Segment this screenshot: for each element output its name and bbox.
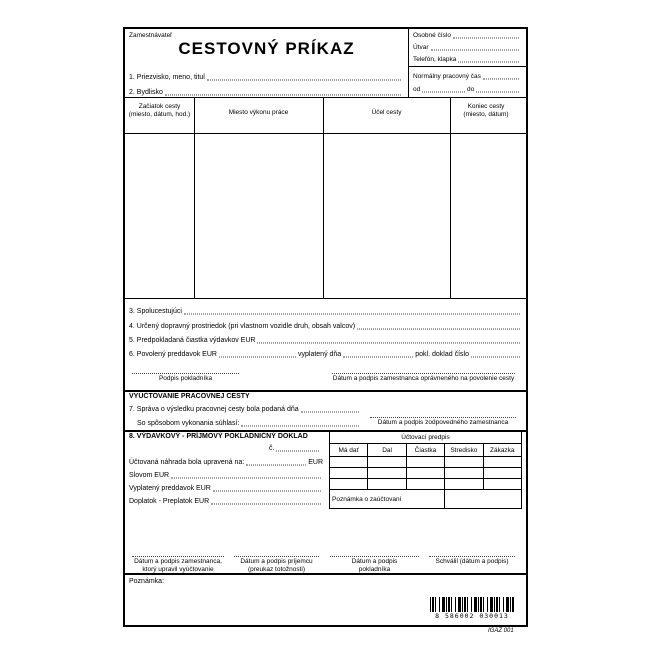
dotted-blank: [246, 465, 306, 466]
amount-words-label: Slovom EUR: [129, 472, 170, 479]
paid-advance-label: Vyplatený preddavok EUR: [129, 485, 211, 492]
personal-number-label: Osobné číslo: [413, 32, 451, 39]
receipt-number-label: pokl. doklad číslo: [415, 351, 469, 358]
empty-cell: [483, 468, 521, 479]
approver-signature-block: [429, 556, 515, 566]
to-label: do: [467, 86, 475, 93]
from-label: od: [413, 86, 421, 93]
work-time-range-field: [413, 86, 521, 94]
dotted-blank: [483, 78, 519, 79]
barcode-digits: 8 586002 030013: [426, 612, 518, 620]
name-label: 1. Priezvisko, meno, titul: [129, 74, 205, 81]
voucher-title: 8. VÝDAVKOVÝ - PRÍJMOVÝ POKLADNIČNÝ DOKLAD: [129, 433, 308, 440]
empty-cell: [368, 479, 406, 490]
balance-field: [129, 498, 323, 506]
advance-field: [129, 351, 522, 359]
dotted-blank: [422, 91, 465, 92]
cashier-bottom-signature-block: [330, 556, 419, 574]
empty-cell: [330, 457, 368, 468]
adjusted-amount-field: [129, 459, 323, 467]
empty-cell: [445, 457, 483, 468]
paid-advance-field: [129, 485, 323, 493]
empty-cell: [406, 479, 444, 490]
dotted-blank: [165, 95, 401, 96]
empty-cell: [445, 479, 483, 490]
estimated-expenses-field: [129, 337, 522, 345]
responsible-signature-block: Dátum a podpis zodpovedného zamestnanca: [370, 417, 516, 427]
accounting-empty-row: [330, 468, 522, 479]
dotted-blank: [241, 426, 359, 427]
dotted-blank: [211, 504, 321, 505]
address-label: 2. Bydlisko: [129, 89, 163, 96]
form-code: IGAZ 001: [488, 628, 514, 634]
adjuster-signature-line2: ktorý upravil vyúčtovanie: [142, 566, 214, 574]
empty-cell: [368, 468, 406, 479]
trip-col-end-line2: (miesto, dátum): [463, 110, 509, 118]
dotted-blank: [357, 329, 520, 330]
empty-cell: [330, 468, 368, 479]
divider-line: [194, 97, 195, 298]
balance-label: Doplatok - Preplatok EUR: [129, 498, 210, 505]
paid-on-label: vyplatený dňa: [298, 351, 342, 358]
recipient-signature-line2: (preukaz totožnosti): [247, 566, 306, 574]
name-field: [129, 74, 403, 82]
companions-label: 3. Spolucestujúci: [129, 308, 182, 315]
section-divider: [125, 573, 526, 575]
transport-label: 4. Určený dopravný prostriedok (pri vlastnom vozidle druh, obsah valcov): [129, 323, 356, 330]
report-date-label: 7. Správa o výsledku pracovnej cesty bola podaná dňa: [129, 406, 299, 413]
accounting-note-label: Poznámka o zaúčtovaní: [330, 490, 445, 509]
phone-label: Telefón, klapka: [413, 56, 457, 63]
estimated-expenses-label: 5. Predpokladaná čiastka výdavkov EUR: [129, 337, 256, 344]
cashier-bottom-signature-line2: pokladníka: [358, 566, 391, 574]
accounting-empty-row: [330, 457, 522, 468]
eur-suffix: EUR: [308, 459, 323, 466]
voucher-number-field: [269, 445, 321, 453]
divider-line: [125, 97, 526, 98]
work-time-field: [413, 73, 521, 81]
section-divider: [125, 390, 526, 392]
dotted-blank: [276, 451, 319, 452]
col-header-madat: Má dať: [330, 444, 368, 457]
form-title: CESTOVNÝ PRÍKAZ: [178, 39, 355, 58]
personal-number-field: [413, 32, 521, 40]
empty-cell: [368, 457, 406, 468]
adjusted-amount-label: Účtovaná náhrada bola upravená na:: [129, 459, 245, 466]
accounting-table: [329, 430, 522, 509]
phone-field: [413, 56, 521, 64]
note-label: Poznámka:: [129, 578, 165, 585]
cashier-signature-block: Podpis pokladníka: [132, 373, 239, 383]
dotted-blank: [431, 49, 519, 50]
dotted-blank: [453, 37, 519, 38]
dotted-blank: [171, 478, 321, 479]
dotted-blank: [471, 357, 520, 358]
divider-line: [408, 29, 409, 97]
empty-cell: [483, 479, 521, 490]
dotted-blank: [207, 80, 401, 81]
divider-line: [450, 97, 451, 298]
authorizer-signature-block: Dátum a podpis zamestnanca oprávneného na povolenie cesty: [332, 375, 515, 382]
empty-cell: [406, 468, 444, 479]
empty-cell: [330, 479, 368, 490]
dotted-blank: [184, 314, 520, 315]
ean-barcode: [430, 597, 514, 613]
trip-col-start-header: [125, 103, 194, 119]
adjuster-signature-line1: Dátum a podpis zamestnanca,: [134, 558, 222, 565]
approver-signature-line1: Schválil (dátum a podpis): [435, 558, 509, 565]
report-date-field: [129, 406, 361, 414]
advance-label: 6. Povolený preddavok EUR: [129, 351, 217, 358]
cashier-bottom-signature-line1: Dátum a podpis: [351, 558, 398, 565]
trip-col-purpose-header: Účel cesty: [371, 109, 402, 116]
trip-col-start-line2: (miesto, dátum, hod.): [128, 110, 191, 118]
trip-col-end-line1: Koniec cesty: [467, 103, 505, 110]
dotted-blank: [213, 491, 321, 492]
companions-field: [129, 308, 522, 316]
accounting-empty-row: [330, 479, 522, 490]
empty-cell: [406, 457, 444, 468]
dotted-blank: [219, 357, 296, 358]
empty-cell: [445, 468, 483, 479]
divider-line: [125, 133, 526, 134]
amount-words-field: [129, 472, 323, 480]
col-header-stredisko: Stredisko: [445, 444, 483, 457]
col-header-dal: Dal: [368, 444, 406, 457]
dotted-blank: [301, 412, 359, 413]
recipient-signature-line1: Dátum a podpis príjemcu: [240, 558, 313, 565]
settlement-title: VYÚČTOVANIE PRACOVNEJ CESTY: [129, 393, 250, 400]
dotted-blank: [257, 343, 520, 344]
recipient-signature-block: [234, 556, 319, 574]
divider-line: [125, 298, 526, 299]
trip-col-place-header: Miesto výkonu práce: [228, 109, 289, 116]
dotted-blank: [476, 91, 519, 92]
employer-label: Zamestnávateľ: [129, 32, 173, 39]
travel-order-form: [123, 27, 528, 627]
transport-field: [129, 323, 522, 331]
accounting-title: Účtovací predpis: [330, 431, 522, 444]
accounting-note-cell: [445, 490, 522, 509]
col-header-zakazka: Zákazka: [483, 444, 521, 457]
adjuster-signature-block: [132, 556, 224, 574]
empty-cell: [483, 457, 521, 468]
voucher-number-label: č.: [269, 445, 275, 452]
col-header-ciastka: Čiastka: [406, 444, 444, 457]
dotted-blank: [458, 61, 519, 62]
dotted-blank: [343, 357, 413, 358]
department-field: [413, 44, 521, 52]
department-label: Útvar: [413, 44, 429, 51]
work-time-label: Normálny pracovný čas: [413, 73, 481, 80]
divider-line: [323, 97, 324, 298]
divider-line: [408, 66, 526, 67]
approval-method-label: So spôsobom vykonania súhlasí:: [137, 420, 240, 427]
approval-method-field: [137, 420, 361, 428]
trip-col-start-line1: Začiatok cesty: [138, 103, 181, 110]
trip-col-end-header: [450, 103, 522, 119]
